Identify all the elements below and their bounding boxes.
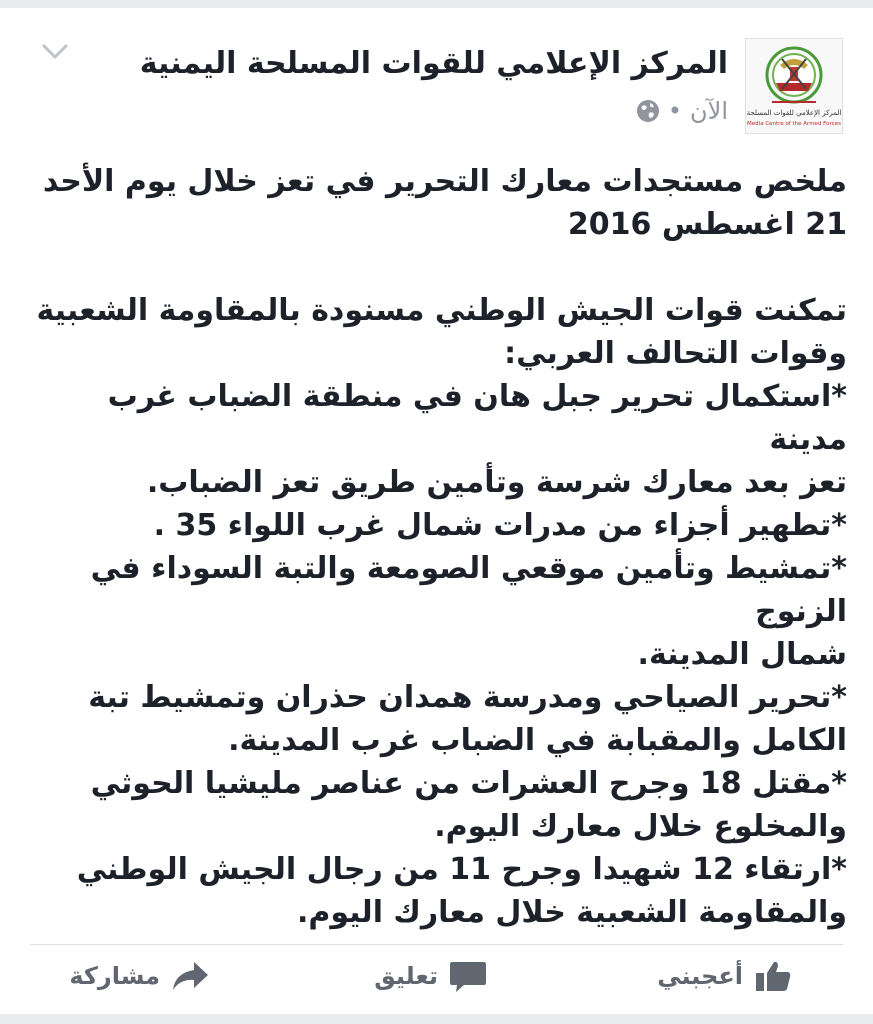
actions-divider (30, 944, 843, 945)
post-line: تعز بعد معارك شرسة وتأمين طريق تعز الضباب. (146, 465, 847, 500)
post-line: 21 اغسطس 2016 (567, 207, 847, 242)
post-line-blank (30, 246, 847, 289)
post-line: *تطهير أجزاء من مدرات شمال غرب اللواء 35 . (153, 508, 847, 543)
page-avatar[interactable] (745, 38, 843, 134)
post-line: والمقاومة الشعبية خلال معارك اليوم. (296, 895, 847, 930)
share-arrow-icon (170, 958, 210, 994)
post-line: الكامل والمقبابة في الضباب غرب المدينة. (228, 723, 847, 758)
avatar-caption: المركز الإعلامي للقوات المسلحة (746, 109, 842, 117)
post-line: *استكمال تحرير جبل هان في منطقة الضباب غرب مدينة (107, 379, 847, 457)
post-line: تمكنت قوات الجيش الوطني مسنودة بالمقاومة الشعبية (36, 293, 847, 328)
page-name-link[interactable]: المركز الإعلامي للقوات المسلحة اليمنية (139, 46, 728, 81)
post-line: *ارتقاء 12 شهيدا وجرح 11 من رجال الجيش الوطني (76, 852, 847, 887)
post-line: *تمشيط وتأمين موقعي الصومعة والتبة السوداء في الزنوج (90, 551, 847, 629)
meta-separator: • (667, 97, 683, 125)
post-actions-bar (0, 950, 873, 1010)
like-button[interactable] (657, 958, 793, 994)
share-label: مشاركة (69, 962, 160, 990)
post-line: *مقتل 18 وجرح العشرات من عناصر مليشيا الحوثي (90, 766, 847, 801)
avatar-caption-en: Media Centre of the Armed Forces (747, 121, 841, 127)
comment-button[interactable] (374, 958, 488, 994)
comment-label: تعليق (374, 962, 438, 990)
top-separator (0, 0, 873, 8)
post-body (30, 160, 847, 934)
post-line: ملخص مستجدات معارك التحرير في تعز خلال يوم الأحد (42, 164, 847, 199)
bottom-separator (0, 1014, 873, 1024)
post-line: *تحرير الصياحي ومدرسة همدان حذران وتمشيط تبة (88, 680, 847, 715)
post-meta (636, 97, 728, 125)
timestamp-link[interactable]: الآن (690, 97, 728, 125)
globe-icon[interactable] (636, 99, 660, 123)
thumbs-up-icon (753, 958, 793, 994)
comment-icon (448, 958, 488, 994)
share-button[interactable] (69, 958, 210, 994)
post-line: شمال المدينة. (637, 637, 847, 672)
chevron-down-icon[interactable] (40, 40, 70, 64)
post-line: والمخلوع خلال معارك اليوم. (434, 809, 847, 844)
post-line: وقوات التحالف العربي: (504, 336, 847, 371)
media-centre-logo (746, 39, 842, 133)
like-label: أعجبني (657, 962, 743, 990)
